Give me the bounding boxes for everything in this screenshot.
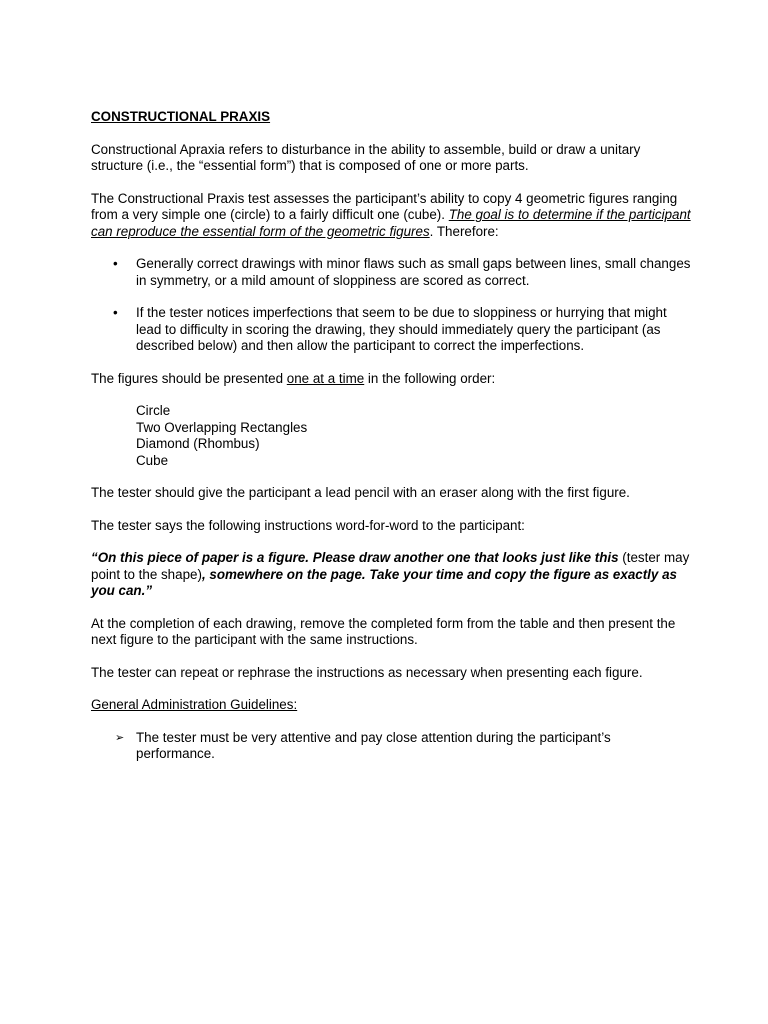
paragraph-pencil: The tester should give the participant a lead pencil with an eraser along with the first figure. [91, 485, 630, 500]
paragraph-completion: At the completion of each drawing, remove the completed form from the table and then present the next figure to the participant with the same instructions. [91, 615, 676, 647]
paragraph-order-text: The figures should be presented [91, 370, 287, 386]
list-item [91, 256, 691, 289]
list-item: Cube [136, 452, 169, 468]
one-at-a-time-emphasis: one at a time [286, 370, 365, 386]
figure-list [91, 403, 691, 469]
paragraph-order-end: in the following order: [364, 370, 496, 386]
guidelines-list [91, 730, 691, 763]
list-item: Circle [136, 403, 171, 418]
bullet-icon: • [113, 256, 118, 271]
quote-part-2: , somewhere on the page. Take your time and copy the figure as exactly as you can.” [91, 566, 677, 598]
list-item-text: If the tester notices imperfections that seem to be due to sloppiness or hurrying that might lead to difficulty in scoring the drawing, they should immediately query the participant (as described below) and then allow the participant to correct the imperfections. [136, 305, 667, 353]
list-item [91, 730, 691, 763]
quote-aside: (tester may point to the shape) [91, 550, 690, 582]
paragraph-definition: Constructional Apraxia refers to disturbance in the ability to assemble, build or draw a unitary structure (i.e., the “essential form”) that is composed of one or more parts. [91, 141, 641, 173]
paragraph-test-description-text: The Constructional Praxis test assesses the participant’s ability to copy 4 geometric figures ranging from a very simple one (circle) to a fairly difficult one (cube). [91, 190, 678, 222]
instruction-quote [91, 550, 691, 600]
list-item-text: Generally correct drawings with minor flaws such as small gaps between lines, small changes in symmetry, or a mild amount of sloppiness are scored as correct. [136, 256, 691, 288]
guidelines-heading: General Administration Guidelines: [91, 697, 298, 712]
bullet-icon: • [113, 305, 118, 320]
goal-statement: The goal is to determine if the participant can reproduce the essential form of the geometric figures [91, 207, 691, 239]
quote-part-1: “On this piece of paper is a figure. Please draw another one that looks just like this [91, 550, 619, 565]
paragraph-test-description-end: . Therefore: [429, 223, 499, 239]
list-item-text: The tester must be very attentive and pay close attention during the participant’s performance. [136, 729, 611, 761]
paragraph-repeat: The tester can repeat or rephrase the instructions as necessary when presenting each figure. [91, 664, 643, 680]
paragraph-instructions-intro: The tester says the following instructions word-for-word to the participant: [91, 517, 525, 533]
document-title: CONSTRUCTIONAL PRAXIS [91, 109, 271, 124]
document-page [91, 109, 691, 763]
list-item: Two Overlapping Rectangles [136, 419, 308, 435]
paragraph-order [91, 371, 691, 388]
arrow-bullet-icon: ➢ [115, 730, 125, 744]
list-item [91, 305, 691, 355]
scoring-bullet-list [91, 256, 691, 355]
paragraph-test-description [91, 191, 691, 241]
list-item: Diamond (Rhombus) [136, 436, 260, 451]
